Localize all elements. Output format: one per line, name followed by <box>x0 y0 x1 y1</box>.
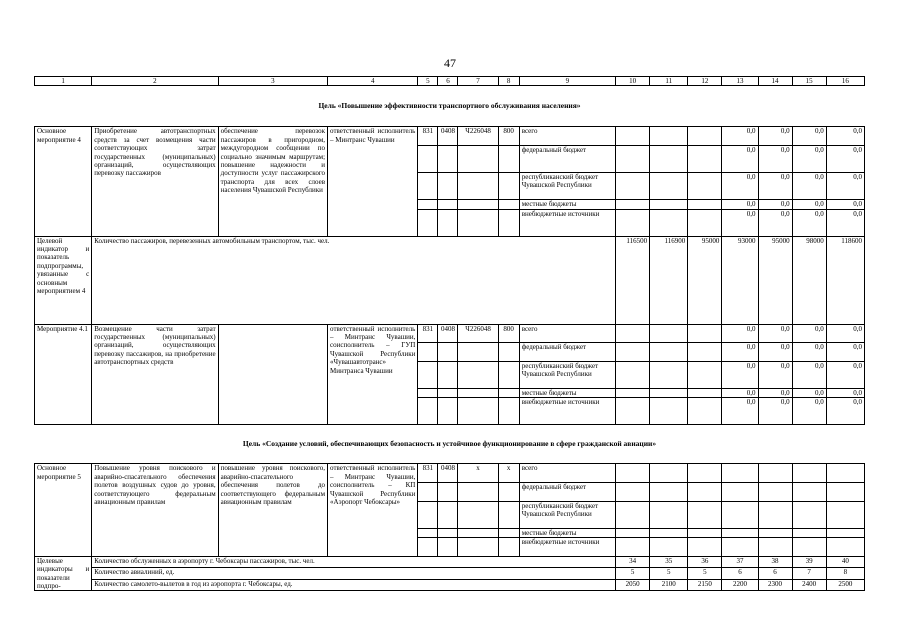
budget-code-empty <box>498 343 519 362</box>
funding-source: республиканский бюджет Чувашской Республики <box>519 501 615 528</box>
budget-code-empty <box>458 482 498 501</box>
vr-code: 800 <box>498 127 519 146</box>
funding-value: 0,0 <box>792 361 826 388</box>
funding-value-empty <box>688 482 722 501</box>
funding-value-empty <box>688 127 722 146</box>
funding-source: федеральный бюджет <box>519 146 615 173</box>
budget-code-empty <box>438 398 458 425</box>
budget-code-empty <box>438 538 458 557</box>
budget-code-empty <box>458 200 498 210</box>
funding-value-empty <box>650 538 688 557</box>
table-body <box>35 77 865 591</box>
vr-code: 800 <box>498 324 519 343</box>
funding-value-empty <box>616 173 650 200</box>
indicator-value: 116900 <box>650 236 688 324</box>
funding-value <box>722 501 758 528</box>
funding-value-empty <box>650 388 688 398</box>
funding-value: 0,0 <box>792 398 826 425</box>
funding-value-empty <box>688 538 722 557</box>
funding-source: всего <box>519 127 615 146</box>
funding-source: внебюджетные источники <box>519 398 615 425</box>
funding-value-empty <box>650 127 688 146</box>
funding-value-empty <box>688 324 722 343</box>
funding-value <box>722 482 758 501</box>
grbs-code: 831 <box>418 464 438 483</box>
activity-executor: ответственный исполнитель – Минтранс Чувашии <box>328 127 418 236</box>
funding-value-empty <box>616 538 650 557</box>
funding-value-empty <box>616 324 650 343</box>
indicator-row <box>35 236 865 324</box>
funding-value <box>826 482 864 501</box>
indicator-row <box>35 579 865 591</box>
budget-code-empty <box>498 209 519 236</box>
funding-value-empty <box>650 343 688 362</box>
budget-code-empty <box>498 398 519 425</box>
funding-source: всего <box>519 464 615 483</box>
funding-value <box>722 528 758 538</box>
column-number: 10 <box>616 77 650 86</box>
column-number: 4 <box>328 77 418 86</box>
funding-value <box>792 538 826 557</box>
funding-value-empty <box>616 343 650 362</box>
column-number: 9 <box>519 77 615 86</box>
column-number: 12 <box>688 77 722 86</box>
budget-code-empty <box>458 209 498 236</box>
funding-value-empty <box>650 464 688 483</box>
funding-value: 0,0 <box>758 324 792 343</box>
funding-value <box>758 464 792 483</box>
activity-expected-result: повышение уровня поискового, аварийно-спасательного обеспечения полетов до соответствующего федеральным авиационным правилам <box>218 464 327 556</box>
indicator-value: 5 <box>688 568 722 580</box>
funding-value <box>826 528 864 538</box>
activity-name: Приобретение автотранспортных средств за счет возмещения части соответствующих затрат государственных (муниципальных) организаций, осуществляющих перевозку пассажиров <box>92 127 218 236</box>
budget-code-empty <box>498 528 519 538</box>
funding-value: 0,0 <box>758 127 792 146</box>
funding-value-empty <box>616 200 650 210</box>
funding-value: 0,0 <box>722 398 758 425</box>
budget-code-empty <box>458 398 498 425</box>
funding-value-empty <box>616 398 650 425</box>
funding-value: 0,0 <box>792 343 826 362</box>
funding-value-empty <box>650 501 688 528</box>
indicator-value: 7 <box>792 568 826 580</box>
funding-row <box>35 324 865 343</box>
activity-status: Основное мероприятие 5 <box>35 464 92 556</box>
grbs-code: 831 <box>418 324 438 343</box>
rzpr-code: 0408 <box>438 464 458 483</box>
funding-value: 0,0 <box>722 127 758 146</box>
budget-code-empty <box>458 361 498 388</box>
funding-source: внебюджетные источники <box>519 538 615 557</box>
funding-value-empty <box>650 361 688 388</box>
activity-expected-result <box>218 324 327 425</box>
budget-code-empty <box>418 388 438 398</box>
budget-code-empty <box>498 388 519 398</box>
goal-row <box>35 86 865 127</box>
funding-value: 0,0 <box>792 173 826 200</box>
funding-value-empty <box>688 173 722 200</box>
activity-executor: ответственный исполнитель – Минтранс Чувашии, соисполнитель – ГУП Чувашской Республики «Чувашавтотранс» Минтранса Чувашии <box>328 324 418 425</box>
column-number: 6 <box>438 77 458 86</box>
funding-value: 0,0 <box>826 388 864 398</box>
budget-code-empty <box>418 361 438 388</box>
budget-code-empty <box>458 343 498 362</box>
funding-source: федеральный бюджет <box>519 343 615 362</box>
funding-value-empty <box>616 361 650 388</box>
funding-source: внебюджетные источники <box>519 209 615 236</box>
funding-value: 0,0 <box>792 127 826 146</box>
rzpr-code: 0408 <box>438 127 458 146</box>
vr-code: x <box>498 464 519 483</box>
activity-name: Возмещение части затрат государственных (муниципальных) организаций, осуществляющих перевозку пассажиров, на приобретение автотранспортных средств <box>92 324 218 425</box>
funding-value-empty <box>688 464 722 483</box>
column-number: 5 <box>418 77 438 86</box>
funding-source: федеральный бюджет <box>519 482 615 501</box>
budget-code-empty <box>418 200 438 210</box>
funding-value <box>826 538 864 557</box>
indicator-value: 38 <box>758 556 792 568</box>
page-number: 47 <box>444 56 456 70</box>
funding-value-empty <box>616 464 650 483</box>
budget-code-empty <box>498 200 519 210</box>
funding-value: 0,0 <box>758 200 792 210</box>
budget-code-empty <box>418 501 438 528</box>
budget-code-empty <box>418 146 438 173</box>
funding-value <box>758 501 792 528</box>
funding-value: 0,0 <box>758 146 792 173</box>
budget-code-empty <box>498 361 519 388</box>
funding-source: местные бюджеты <box>519 528 615 538</box>
indicator-label: Целевые индикаторы и показатели подпро- <box>35 556 92 591</box>
budget-code-empty <box>458 501 498 528</box>
budget-code-empty <box>418 528 438 538</box>
funding-value: 0,0 <box>722 343 758 362</box>
budget-code-empty <box>458 538 498 557</box>
budget-code-empty <box>438 361 458 388</box>
funding-value <box>758 482 792 501</box>
funding-value-empty <box>650 146 688 173</box>
funding-value: 0,0 <box>722 324 758 343</box>
funding-value: 0,0 <box>792 388 826 398</box>
indicator-value: 2500 <box>826 579 864 591</box>
funding-value: 0,0 <box>758 173 792 200</box>
indicator-value: 95000 <box>758 236 792 324</box>
budget-code-empty <box>438 173 458 200</box>
indicator-value: 8 <box>826 568 864 580</box>
funding-value: 0,0 <box>792 324 826 343</box>
budget-code-empty <box>418 482 438 501</box>
funding-value: 0,0 <box>722 209 758 236</box>
funding-value: 0,0 <box>826 173 864 200</box>
funding-value: 0,0 <box>758 209 792 236</box>
indicator-value: 40 <box>826 556 864 568</box>
indicator-value: 37 <box>722 556 758 568</box>
budget-code-empty <box>438 343 458 362</box>
indicator-value: 39 <box>792 556 826 568</box>
indicator-value: 5 <box>616 568 650 580</box>
funding-value: 0,0 <box>722 173 758 200</box>
funding-value: 0,0 <box>826 200 864 210</box>
funding-row <box>35 127 865 146</box>
csr-code: Ч226048 <box>458 324 498 343</box>
funding-value-empty <box>688 528 722 538</box>
column-number: 14 <box>758 77 792 86</box>
funding-value-empty <box>688 388 722 398</box>
activity-expected-result: обеспечение перевозок пассажиров в пригородном, междугородном сообщении по социально значимым маршрутам; повышение надежности и доступности услуг пассажирского транспорта для всех слоев населения Чувашской Республики <box>218 127 327 236</box>
indicator-value: 2200 <box>722 579 758 591</box>
budget-code-empty <box>498 538 519 557</box>
funding-value-empty <box>688 146 722 173</box>
funding-source: республиканский бюджет Чувашской Республики <box>519 361 615 388</box>
column-number: 7 <box>458 77 498 86</box>
funding-value <box>722 538 758 557</box>
funding-value-empty <box>688 343 722 362</box>
indicator-value: 2150 <box>688 579 722 591</box>
funding-source: республиканский бюджет Чувашской Республики <box>519 173 615 200</box>
funding-value-empty <box>650 482 688 501</box>
funding-value: 0,0 <box>758 388 792 398</box>
funding-value: 0,0 <box>758 398 792 425</box>
program-table <box>34 76 865 591</box>
funding-source: местные бюджеты <box>519 388 615 398</box>
funding-row <box>35 464 865 483</box>
indicator-text: Количество самолето-вылетов в год из аэропорта г. Чебоксары, ед. <box>92 579 616 591</box>
funding-value-empty <box>650 209 688 236</box>
budget-code-empty <box>498 501 519 528</box>
column-number-row <box>35 77 865 86</box>
funding-value-empty <box>650 398 688 425</box>
csr-code: Ч226048 <box>458 127 498 146</box>
funding-value-empty <box>650 173 688 200</box>
rzpr-code: 0408 <box>438 324 458 343</box>
column-number: 13 <box>722 77 758 86</box>
funding-value: 0,0 <box>722 146 758 173</box>
budget-code-empty <box>438 209 458 236</box>
goal-heading: Цель «Создание условий, обеспечивающих безопасность и устойчивое функционирование в сфере гражданской авиации» <box>35 425 865 464</box>
funding-value: 0,0 <box>792 209 826 236</box>
indicator-value: 93000 <box>722 236 758 324</box>
budget-code-empty <box>418 343 438 362</box>
goal-heading: Цель «Повышение эффективности транспортного обслуживания населения» <box>35 86 865 127</box>
indicator-value: 98000 <box>792 236 826 324</box>
budget-code-empty <box>458 146 498 173</box>
budget-code-empty <box>438 146 458 173</box>
budget-code-empty <box>418 398 438 425</box>
column-number: 3 <box>218 77 327 86</box>
budget-code-empty <box>498 482 519 501</box>
funding-value-empty <box>616 501 650 528</box>
activity-status: Мероприятие 4.1 <box>35 324 92 425</box>
funding-value <box>826 501 864 528</box>
funding-value-empty <box>650 200 688 210</box>
budget-code-empty <box>418 173 438 200</box>
funding-value-empty <box>616 482 650 501</box>
funding-value <box>792 528 826 538</box>
indicator-value: 116500 <box>616 236 650 324</box>
budget-code-empty <box>498 173 519 200</box>
activity-executor: ответственный исполнитель – Минтранс Чувашии, соисполнитель – КП Чувашской Республики «Аэропорт Чебоксары» <box>328 464 418 556</box>
funding-value-empty <box>688 209 722 236</box>
funding-value: 0,0 <box>826 324 864 343</box>
budget-code-empty <box>438 501 458 528</box>
funding-value-empty <box>688 361 722 388</box>
csr-code: x <box>458 464 498 483</box>
funding-source: местные бюджеты <box>519 200 615 210</box>
indicator-value: 118600 <box>826 236 864 324</box>
funding-value <box>792 501 826 528</box>
budget-code-empty <box>438 482 458 501</box>
budget-code-empty <box>458 173 498 200</box>
goal-row <box>35 425 865 464</box>
funding-value: 0,0 <box>826 146 864 173</box>
funding-value: 0,0 <box>722 388 758 398</box>
funding-value: 0,0 <box>722 200 758 210</box>
funding-value <box>758 538 792 557</box>
indicator-value: 34 <box>616 556 650 568</box>
budget-code-empty <box>438 528 458 538</box>
funding-value: 0,0 <box>758 361 792 388</box>
indicator-label: Целевой индикатор и показатель подпрограммы, увязанные с основным мероприятием 4 <box>35 236 92 324</box>
budget-code-empty <box>418 209 438 236</box>
funding-value-empty <box>688 501 722 528</box>
funding-value-empty <box>650 324 688 343</box>
indicator-text: Количество обслуженных в аэропорту г. Чебоксары пассажиров, тыс. чел. <box>92 556 616 568</box>
funding-value: 0,0 <box>826 361 864 388</box>
funding-value <box>792 464 826 483</box>
indicator-value: 2050 <box>616 579 650 591</box>
funding-value-empty <box>616 388 650 398</box>
indicator-value: 2300 <box>758 579 792 591</box>
funding-value: 0,0 <box>826 398 864 425</box>
column-number: 15 <box>792 77 826 86</box>
budget-code-empty <box>458 388 498 398</box>
funding-value: 0,0 <box>792 146 826 173</box>
budget-code-empty <box>438 388 458 398</box>
activity-status: Основное мероприятие 4 <box>35 127 92 236</box>
budget-code-empty <box>418 538 438 557</box>
indicator-row <box>35 568 865 580</box>
column-number: 11 <box>650 77 688 86</box>
column-number: 2 <box>92 77 218 86</box>
funding-value-empty <box>688 200 722 210</box>
funding-value-empty <box>616 528 650 538</box>
funding-value: 0,0 <box>758 343 792 362</box>
column-number: 16 <box>826 77 864 86</box>
indicator-value: 2100 <box>650 579 688 591</box>
funding-value: 0,0 <box>722 361 758 388</box>
funding-value <box>758 528 792 538</box>
indicator-value: 5 <box>650 568 688 580</box>
funding-value: 0,0 <box>792 200 826 210</box>
indicator-value: 2400 <box>792 579 826 591</box>
funding-value <box>826 464 864 483</box>
funding-value <box>722 464 758 483</box>
indicator-text: Количество пассажиров, перевезенных автомобильным транспортом, тыс. чел. <box>92 236 616 324</box>
funding-value-empty <box>616 146 650 173</box>
grbs-code: 831 <box>418 127 438 146</box>
indicator-value: 6 <box>758 568 792 580</box>
funding-source: всего <box>519 324 615 343</box>
indicator-row <box>35 556 865 568</box>
funding-value-empty <box>616 209 650 236</box>
indicator-value: 36 <box>688 556 722 568</box>
funding-value: 0,0 <box>826 127 864 146</box>
funding-value-empty <box>650 528 688 538</box>
column-number: 8 <box>498 77 519 86</box>
funding-value: 0,0 <box>826 343 864 362</box>
funding-value <box>792 482 826 501</box>
budget-code-empty <box>498 146 519 173</box>
indicator-text: Количество авиалиний, ед. <box>92 568 616 580</box>
indicator-value: 6 <box>722 568 758 580</box>
indicator-value: 95000 <box>688 236 722 324</box>
indicator-value: 35 <box>650 556 688 568</box>
budget-code-empty <box>458 528 498 538</box>
funding-value-empty <box>616 127 650 146</box>
column-number: 1 <box>35 77 92 86</box>
activity-name: Повышение уровня поискового и аварийно-спасательного обеспечения полетов воздушных судов до уровня, соответствующего федеральным авиационным правилам <box>92 464 218 556</box>
funding-value-empty <box>688 398 722 425</box>
budget-code-empty <box>438 200 458 210</box>
funding-value: 0,0 <box>826 209 864 236</box>
